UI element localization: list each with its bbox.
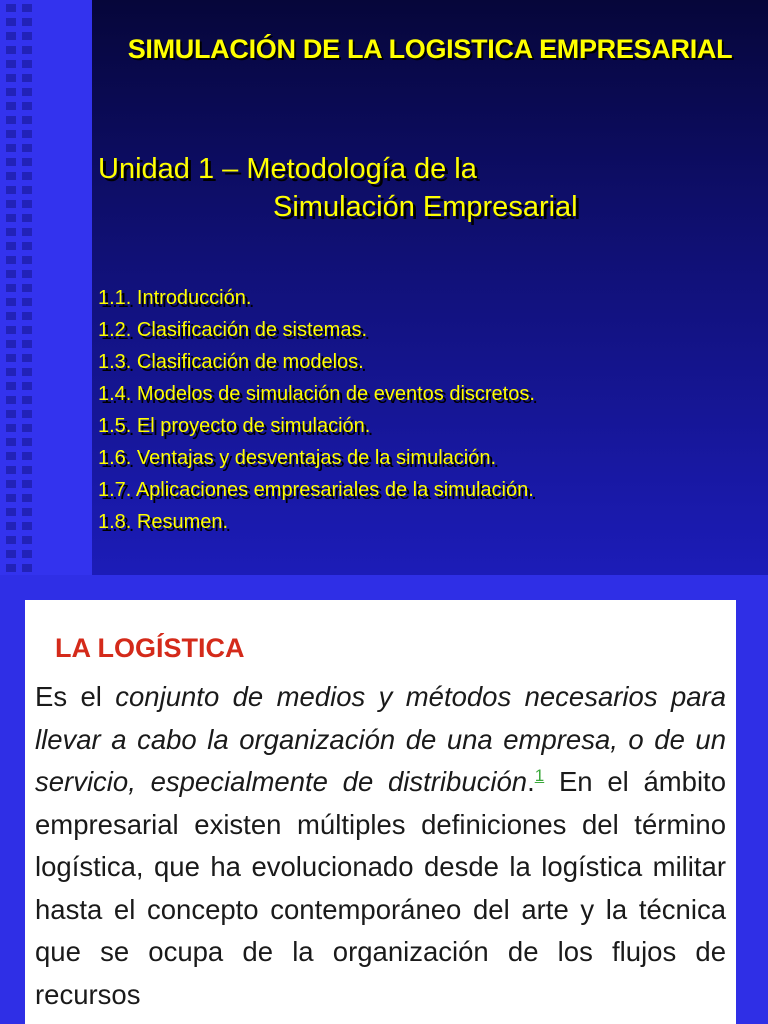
strip-hole (22, 312, 32, 320)
toc-item: 1.5. El proyecto de simulación. (98, 415, 371, 437)
strip-hole (22, 396, 32, 404)
strip-hole (6, 102, 16, 110)
strip-hole (22, 200, 32, 208)
doc-paragraph-definition: conjunto de medios y métodos necesarios para llevar a cabo la organización de una empresa, o de un servicio, especialmente de distribución (35, 681, 727, 797)
strip-hole (6, 214, 16, 222)
strip-hole (22, 130, 32, 138)
strip-hole (6, 438, 16, 446)
slide-title: SIMULACIÓN DE LA LOGISTICA EMPRESARIAL (127, 34, 733, 64)
strip-hole (22, 340, 32, 348)
strip-hole (22, 564, 32, 572)
strip-hole (22, 102, 32, 110)
strip-hole (6, 494, 16, 502)
strip-hole (22, 522, 32, 530)
strip-hole (22, 116, 32, 124)
toc-item: 1.6. Ventajas y desventajas de la simulación. (98, 447, 497, 469)
strip-hole (6, 522, 16, 530)
toc-item: 1.8. Resumen. (98, 511, 229, 533)
strip-hole (6, 396, 16, 404)
toc-item: 1.7. Aplicaciones empresariales de la simulación. (98, 479, 534, 501)
strip-hole (22, 46, 32, 54)
strip-hole (22, 424, 32, 432)
strip-hole (6, 158, 16, 166)
strip-hole (22, 214, 32, 222)
strip-hole (22, 32, 32, 40)
toc-item: 1.4. Modelos de simulación de eventos discretos. (98, 383, 535, 405)
strip-hole (22, 284, 32, 292)
strip-hole (6, 298, 16, 306)
strip-hole (6, 354, 16, 362)
strip-hole (6, 116, 16, 124)
strip-hole (6, 564, 16, 572)
strip-hole (6, 242, 16, 250)
strip-hole (22, 494, 32, 502)
strip-hole (22, 4, 32, 12)
strip-hole (22, 270, 32, 278)
strip-hole (6, 340, 16, 348)
strip-hole (22, 144, 32, 152)
strip-hole (22, 480, 32, 488)
strip-hole (22, 228, 32, 236)
strip-hole (6, 256, 16, 264)
strip-hole (6, 200, 16, 208)
strip-hole (6, 326, 16, 334)
doc-heading: LA LOGÍSTICA (55, 633, 245, 663)
strip-hole (6, 4, 16, 12)
slide-bottom-document (25, 600, 736, 1024)
strip-hole (22, 298, 32, 306)
strip-hole (22, 466, 32, 474)
strip-hole (22, 508, 32, 516)
doc-paragraph-rest: En el ámbito empresarial existen múltiples definiciones del término logística, que ha evolucionado desde la logística militar hasta el concepto contemporáneo del arte y la técnica que se ocupa de la organización de los flujos de recursos (35, 766, 726, 1010)
strip-hole (6, 46, 16, 54)
unit-heading-line2: Simulación Empresarial (273, 191, 578, 223)
doc-paragraph-start: Es el (35, 681, 116, 712)
slide-top (92, 0, 768, 575)
strip-hole (6, 144, 16, 152)
strip-hole (22, 452, 32, 460)
strip-hole (22, 550, 32, 558)
toc-item: 1.2. Clasificación de sistemas. (98, 319, 368, 341)
strip-hole (22, 438, 32, 446)
strip-hole (6, 312, 16, 320)
strip-hole (6, 536, 16, 544)
strip-hole (22, 382, 32, 390)
strip-hole (6, 284, 16, 292)
strip-hole (6, 368, 16, 376)
strip-hole (22, 536, 32, 544)
strip-hole (6, 60, 16, 68)
strip-hole (22, 186, 32, 194)
strip-hole (22, 18, 32, 26)
strip-hole (6, 270, 16, 278)
toc-item: 1.1. Introducción. (98, 287, 252, 309)
strip-hole (6, 32, 16, 40)
strip-hole (22, 368, 32, 376)
strip-hole (6, 18, 16, 26)
table-of-contents (98, 282, 758, 538)
doc-paragraph-dot: . (527, 766, 535, 797)
strip-hole (6, 452, 16, 460)
strip-hole (6, 130, 16, 138)
toc-item: 1.3. Clasificación de modelos. (98, 351, 364, 373)
strip-hole (6, 186, 16, 194)
strip-hole (22, 242, 32, 250)
strip-hole (22, 88, 32, 96)
strip-hole (6, 424, 16, 432)
strip-hole (22, 354, 32, 362)
unit-heading-line1: Unidad 1 – Metodología de la (98, 153, 477, 185)
strip-hole (22, 60, 32, 68)
strip-hole (6, 480, 16, 488)
footnote-reference-link[interactable]: 1 (534, 765, 545, 785)
strip-hole (22, 172, 32, 180)
doc-paragraph (35, 676, 726, 1016)
strip-hole (6, 550, 16, 558)
strip-hole (6, 228, 16, 236)
strip-hole (6, 382, 16, 390)
strip-hole (6, 410, 16, 418)
strip-hole (6, 508, 16, 516)
strip-hole (6, 74, 16, 82)
strip-hole (6, 88, 16, 96)
strip-hole (22, 256, 32, 264)
strip-hole (6, 466, 16, 474)
unit-heading (98, 150, 758, 226)
strip-hole (22, 410, 32, 418)
strip-hole (22, 158, 32, 166)
strip-hole (22, 74, 32, 82)
strip-hole (22, 326, 32, 334)
strip-hole (6, 172, 16, 180)
